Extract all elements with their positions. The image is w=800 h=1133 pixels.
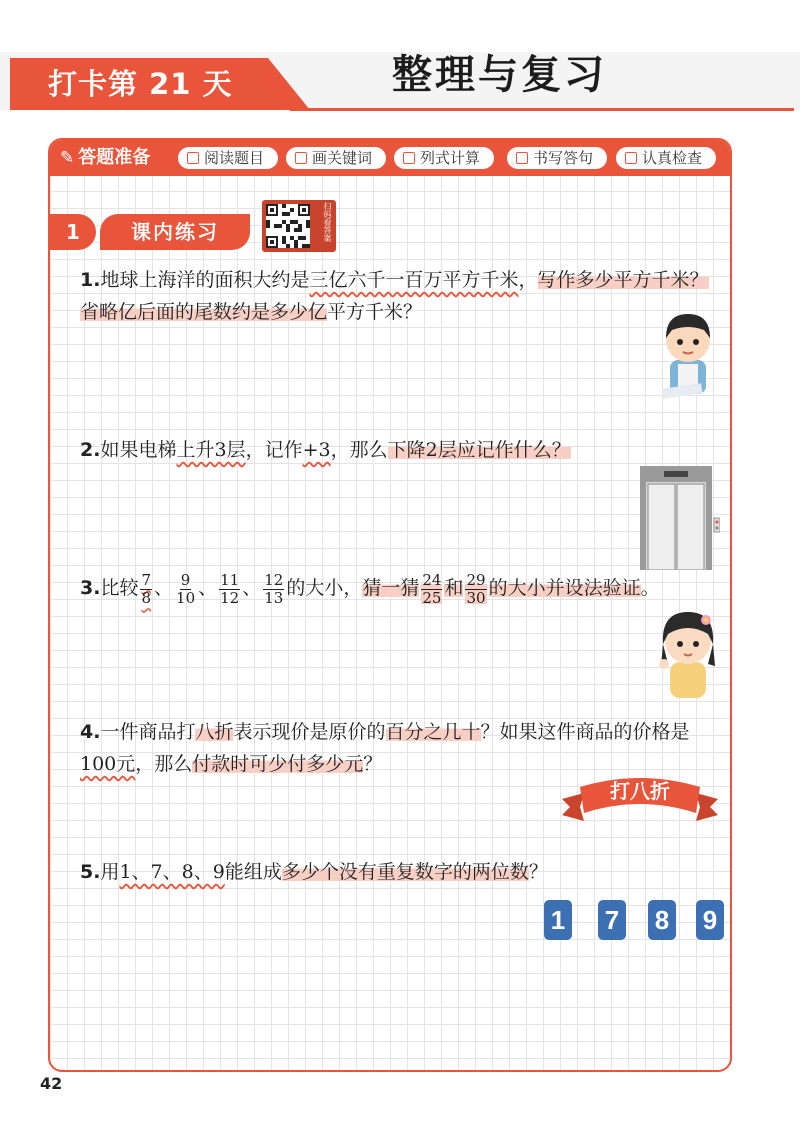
- question-number: 4.: [80, 721, 101, 743]
- fraction: [140, 572, 152, 607]
- question-number: 5.: [80, 861, 101, 883]
- separator: 、: [198, 577, 218, 599]
- q5-keyword: 1、7、8、9: [119, 861, 225, 883]
- qr-code[interactable]: [262, 200, 336, 252]
- question-number: 1.: [80, 269, 101, 291]
- q4-text: ？如果这件商品的价格是: [480, 721, 690, 743]
- question-4: [80, 716, 720, 780]
- q4-text: ，那么: [135, 753, 193, 775]
- answer-prep-bar: [50, 140, 730, 176]
- prep-step-compute[interactable]: [394, 147, 494, 169]
- denominator: 12: [220, 588, 240, 607]
- fraction: [421, 572, 442, 607]
- answer-prep-label: [60, 140, 150, 176]
- qr-code-icon[interactable]: [266, 204, 310, 248]
- q2-keyword: 上升3层: [176, 439, 246, 461]
- question-number: 3.: [80, 577, 101, 599]
- q2-keyword: +3: [302, 439, 331, 461]
- elevator-illustration: [640, 466, 720, 574]
- separator: 、: [154, 577, 174, 599]
- q4-text: 表示现价是原价的: [233, 721, 386, 743]
- question-2: [80, 434, 640, 466]
- q3-highlight: 和: [444, 577, 464, 599]
- q5-highlight: 多少个没有重复数字的两位数: [281, 861, 529, 883]
- q1-highlight: 省略亿后面的尾数约是多少亿: [80, 301, 328, 323]
- prep-step-read[interactable]: [178, 147, 278, 169]
- q3-highlight: 猜一猜: [362, 577, 420, 599]
- q4-highlight: 八折: [195, 721, 234, 743]
- digit-tile: 1: [544, 900, 572, 940]
- prep-step-label: 书写答句: [533, 149, 594, 167]
- digit-tile: 9: [696, 900, 724, 940]
- fraction: [219, 572, 240, 607]
- q2-text: ，记作: [245, 439, 303, 461]
- q4-keyword: 100元: [80, 753, 136, 775]
- q5-text: 用: [100, 861, 120, 883]
- q3-text: 比较: [100, 577, 139, 599]
- prep-step-label: 画关键词: [312, 149, 373, 167]
- prep-step-check[interactable]: [616, 147, 716, 169]
- checkbox-icon[interactable]: [516, 152, 528, 164]
- q3-text: 。: [640, 577, 660, 599]
- header-rule: [290, 108, 794, 111]
- numerator: 12: [264, 570, 284, 589]
- question-number: 2.: [80, 439, 101, 461]
- fraction: [465, 572, 486, 607]
- qr-caption: 扫码看答案: [323, 202, 332, 242]
- fraction: [175, 572, 196, 607]
- pencil-check-icon: ✎: [60, 148, 75, 168]
- q1-text: ，: [518, 269, 538, 291]
- checkbox-icon[interactable]: [625, 152, 637, 164]
- q1-keyword: 三亿六千一百万平方千米: [309, 269, 519, 291]
- prep-step-mark[interactable]: [286, 147, 386, 169]
- q4-highlight: 付款时可少付多少元: [192, 753, 364, 775]
- q2-text: 如果电梯: [100, 439, 177, 461]
- q1-text: 地球上海洋的面积大约是: [100, 269, 310, 291]
- digit-tile: 8: [648, 900, 676, 940]
- question-3: [80, 568, 720, 608]
- section-number: 1: [50, 214, 96, 250]
- prep-step-label: 阅读题目: [204, 149, 265, 167]
- q4-text: ？: [363, 753, 383, 775]
- numerator: 24: [422, 570, 442, 589]
- section-title: 课内练习: [100, 214, 250, 250]
- denominator: 25: [422, 588, 442, 607]
- worksheet-card: [48, 138, 732, 1072]
- q4-text: 一件商品打: [100, 721, 196, 743]
- q3-highlight: 的大小并设法验证: [488, 577, 641, 599]
- q3-text: 的大小，: [286, 577, 363, 599]
- denominator: 30: [466, 588, 486, 607]
- q4-highlight: 百分之几十: [385, 721, 481, 743]
- q2-text: ，那么: [330, 439, 388, 461]
- prep-step-answer[interactable]: [507, 147, 607, 169]
- girl-illustration: [656, 604, 720, 706]
- discount-ribbon: [562, 773, 718, 833]
- checkbox-icon[interactable]: [187, 152, 199, 164]
- fraction: [263, 572, 284, 607]
- q2-highlight: 下降2层应记作什么？: [387, 439, 571, 461]
- prep-step-label: 认真检查: [642, 149, 703, 167]
- prep-step-label: 列式计算: [420, 149, 481, 167]
- ribbon-text: 打八折: [610, 779, 670, 803]
- answer-prep-text: 答题准备: [78, 147, 151, 168]
- digit-tile: 7: [598, 900, 626, 940]
- numerator: 11: [220, 570, 240, 589]
- denominator: 13: [264, 588, 284, 607]
- numerator: 29: [466, 570, 486, 589]
- q1-text: 平方千米？: [327, 301, 423, 323]
- boy-illustration: [658, 308, 718, 404]
- day-label: 打卡第 21 天: [48, 67, 233, 101]
- page-title: 整理与复习: [392, 52, 607, 98]
- denominator: 10: [176, 588, 196, 607]
- question-5: [80, 856, 680, 888]
- question-1: [80, 264, 720, 328]
- q5-text: ？: [528, 861, 548, 883]
- q5-text: 能组成: [224, 861, 282, 883]
- denominator: 8: [141, 588, 152, 607]
- checkbox-icon[interactable]: [403, 152, 415, 164]
- numerator: 9: [180, 570, 191, 589]
- page-number: 42: [40, 1074, 63, 1093]
- separator: 、: [242, 577, 262, 599]
- numerator: 7: [141, 570, 152, 589]
- q1-highlight: 写作多少平方千米？: [537, 269, 709, 291]
- checkbox-icon[interactable]: [295, 152, 307, 164]
